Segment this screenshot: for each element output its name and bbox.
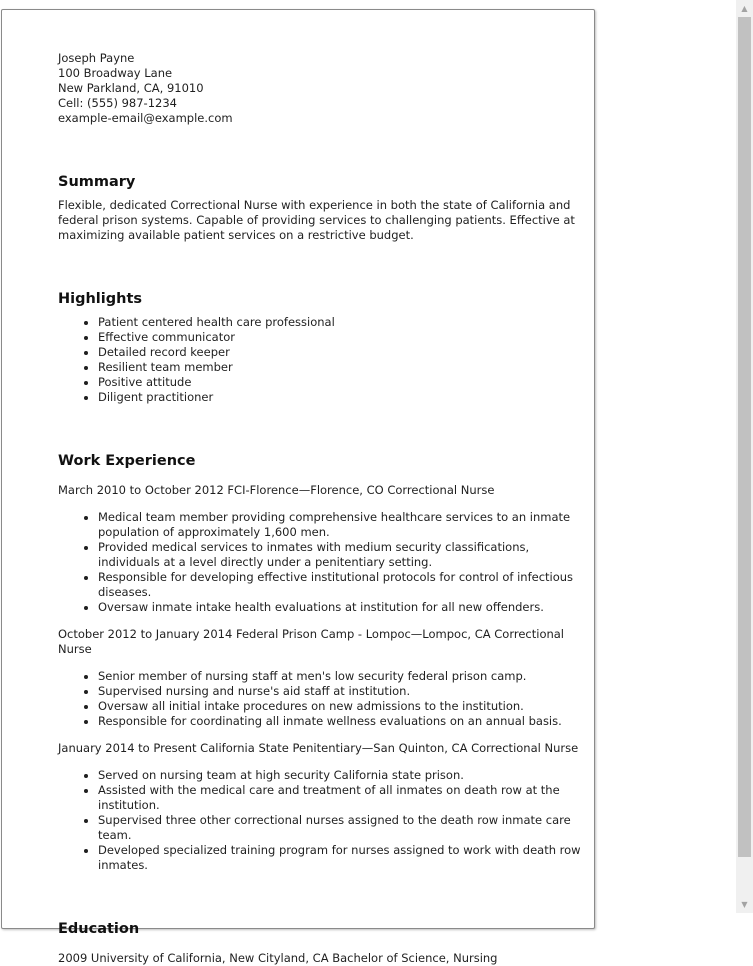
scroll-up-icon[interactable]: ▲ — [741, 4, 748, 13]
highlight-item: Detailed record keeper — [98, 345, 590, 360]
job-bullets — [58, 669, 590, 729]
highlights-heading: Highlights — [58, 291, 143, 307]
job-bullets — [58, 510, 590, 615]
job-entry — [58, 627, 590, 729]
resume-content — [58, 51, 590, 966]
work-experience-section — [58, 452, 590, 873]
contact-cell: Cell: (555) 987-1234 — [58, 96, 177, 110]
vertical-scrollbar[interactable] — [736, 0, 753, 913]
job-title: March 2010 to October 2012 FCI-Florence—Florence, CO Correctional Nurse — [58, 483, 495, 497]
summary-section — [58, 173, 590, 243]
job-bullet: Developed specialized training program for nurses assigned to work with death row inmates. — [98, 843, 590, 873]
highlights-list — [58, 315, 590, 405]
education-heading: Education — [58, 921, 140, 937]
education-section — [58, 920, 590, 966]
resume-page — [1, 9, 595, 965]
job-entry — [58, 483, 590, 615]
job-bullet: Responsible for coordinating all inmate wellness evaluations on an annual basis. — [98, 714, 590, 729]
job-bullet: Supervised nursing and nurse's aid staff at institution. — [98, 684, 590, 699]
scrollbar-thumb[interactable] — [738, 17, 751, 857]
summary-heading: Summary — [58, 174, 136, 190]
job-title: January 2014 to Present California State Penitentiary—San Quinton, CA Correctional Nurse — [58, 741, 579, 755]
highlights-section — [58, 290, 590, 405]
job-bullet: Oversaw inmate intake health evaluations at institution for all new offenders. — [98, 600, 590, 615]
job-bullet: Medical team member providing comprehensive healthcare services to an inmate population of approximately 1,600 men. — [98, 510, 590, 540]
job-bullet: Oversaw all initial intake procedures on new admissions to the institution. — [98, 699, 590, 714]
highlight-item: Patient centered health care professional — [98, 315, 590, 330]
scroll-down-icon[interactable]: ▼ — [741, 900, 748, 909]
education-entry: 2009 University of California, New Cityland, CA Bachelor of Science, Nursing — [58, 951, 498, 965]
job-bullets — [58, 768, 590, 873]
job-bullet: Assisted with the medical care and treatment of all inmates on death row at the institution. — [98, 783, 590, 813]
contact-name: Joseph Payne — [58, 51, 135, 65]
job-bullet: Provided medical services to inmates with medium security classifications, individuals at a level directly under a penitentiary setting. — [98, 540, 590, 570]
job-title: October 2012 to January 2014 Federal Prison Camp - Lompoc—Lompoc, CA Correctional Nurse — [58, 627, 565, 656]
contact-street: 100 Broadway Lane — [58, 66, 173, 80]
work-experience-heading: Work Experience — [58, 453, 196, 469]
job-bullet: Senior member of nursing staff at men's low security federal prison camp. — [98, 669, 590, 684]
contact-block — [58, 51, 590, 126]
highlight-item: Positive attitude — [98, 375, 590, 390]
contact-city: New Parkland, CA, 91010 — [58, 81, 204, 95]
job-bullet: Supervised three other correctional nurses assigned to the death row inmate care team. — [98, 813, 590, 843]
job-bullet: Served on nursing team at high security California state prison. — [98, 768, 590, 783]
summary-text: Flexible, dedicated Correctional Nurse with experience in both the state of California and federal prison systems. Capable of providing services to challenging patients. Effective at maximizing available patient services on a restrictive budget. — [58, 198, 575, 242]
job-bullet: Responsible for developing effective institutional protocols for control of infectious diseases. — [98, 570, 590, 600]
job-entry — [58, 741, 590, 873]
contact-email: example-email@example.com — [58, 111, 233, 125]
highlight-item: Resilient team member — [98, 360, 590, 375]
highlight-item: Effective communicator — [98, 330, 590, 345]
highlight-item: Diligent practitioner — [98, 390, 590, 405]
